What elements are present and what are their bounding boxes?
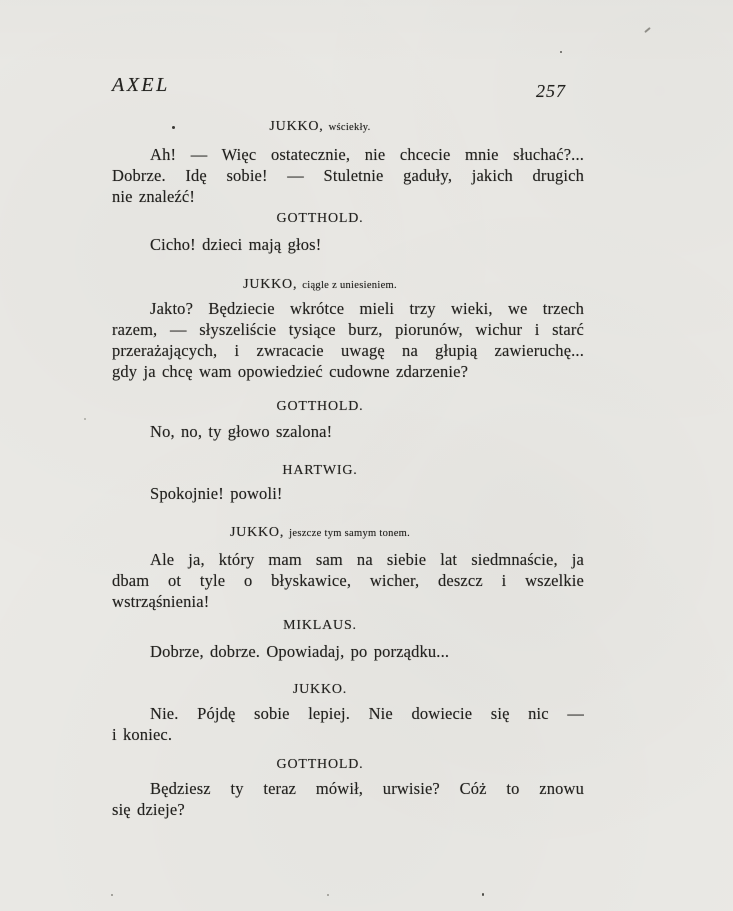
dialogue-line: nie znaleźć! <box>112 187 196 206</box>
speaker-heading <box>30 276 610 293</box>
dialogue-paragraph <box>112 483 584 504</box>
speaker-heading <box>30 118 610 135</box>
speaker-heading <box>30 398 610 415</box>
dialogue-section <box>30 462 610 504</box>
speaker-name: JUKKO. <box>292 682 348 697</box>
ink-speck <box>482 893 484 896</box>
dialogue-paragraph <box>112 144 584 207</box>
dialogue-paragraph <box>112 549 584 612</box>
speaker-heading <box>30 462 610 479</box>
dialogue-section <box>30 210 610 255</box>
dialogue-line: gdy ja chcę wam opowiedzieć cudowne zdarzenie? <box>112 362 469 381</box>
dialogue-section <box>30 524 610 612</box>
dialogue-line: wstrząśnienia! <box>112 592 210 611</box>
dialogue-column <box>30 118 610 820</box>
page-number: 257 <box>536 81 566 101</box>
dialogue-line: Dobrze, dobrze. Opowiadaj, po porządku... <box>150 642 450 661</box>
speaker-heading <box>30 681 610 698</box>
dialogue-line: razem, — słyszeliście tysiące burz, piorunów, wichur i starć <box>112 320 584 339</box>
dialogue-section <box>30 276 610 382</box>
speaker-name: GOTTHOLD. <box>276 399 364 414</box>
dialogue-line: Ale ja, który mam sam na siebie lat siedmnaście, ja <box>150 550 584 569</box>
running-title: AXEL <box>112 74 170 96</box>
dialogue-paragraph <box>112 421 584 442</box>
stage-direction: jeszcze tym samym tonem. <box>289 528 411 539</box>
speaker-name: JUKKO, <box>229 525 285 540</box>
speaker-name: GOTTHOLD. <box>276 757 364 772</box>
speaker-name: GOTTHOLD. <box>276 211 364 226</box>
dialogue-paragraph <box>112 641 584 662</box>
dialogue-line: Jakto? Będziecie wkrótce mieli trzy wieki, we trzech <box>150 299 584 318</box>
dialogue-paragraph <box>112 703 584 745</box>
speaker-heading <box>30 756 610 773</box>
ink-speck <box>560 51 562 53</box>
stage-direction: ciągle z uniesieniem. <box>302 280 397 291</box>
speaker-name: JUKKO, <box>243 277 298 292</box>
dialogue-paragraph <box>112 778 584 820</box>
dialogue-section <box>30 681 610 745</box>
dialogue-line: Ah! — Więc ostatecznie, nie chcecie mnie słuchać?... <box>150 145 584 164</box>
ink-speck <box>327 894 329 896</box>
dialogue-paragraph <box>112 234 584 255</box>
dialogue-line: Dobrze. Idę sobie! — Stuletnie gaduły, jakich drugich <box>112 166 584 185</box>
dialogue-line: dbam ot tyle o błyskawice, wicher, deszcz i wszelkie <box>112 571 584 590</box>
dialogue-section <box>30 398 610 442</box>
stage-direction: wściekły. <box>328 122 371 133</box>
speaker-heading <box>30 524 610 541</box>
scan-artifact-mark <box>644 27 651 33</box>
speaker-name: JUKKO, <box>269 119 324 134</box>
dialogue-line: Nie. Pójdę sobie lepiej. Nie dowiecie się nic — <box>150 704 584 723</box>
dialogue-line: przerażających, i zwracacie uwagę na głupią zawieruchę... <box>112 341 584 360</box>
dialogue-line: Będziesz ty teraz mówił, urwisie? Cóż to znowu <box>150 779 584 798</box>
dialogue-line: No, no, ty głowo szalona! <box>150 422 333 441</box>
speaker-heading <box>30 210 610 227</box>
dialogue-section <box>30 617 610 662</box>
dialogue-line: Cicho! dzieci mają głos! <box>150 235 322 254</box>
dialogue-section <box>30 118 610 207</box>
ink-speck <box>111 894 113 896</box>
dialogue-paragraph <box>112 298 584 382</box>
dialogue-line: i koniec. <box>112 725 173 744</box>
dialogue-line: się dzieje? <box>112 800 185 819</box>
dialogue-section <box>30 756 610 820</box>
speaker-name: HARTWIG. <box>282 463 358 478</box>
speaker-heading <box>30 617 610 634</box>
speaker-name: MIKLAUS. <box>283 618 357 633</box>
dialogue-line: Spokojnie! powoli! <box>150 484 283 503</box>
